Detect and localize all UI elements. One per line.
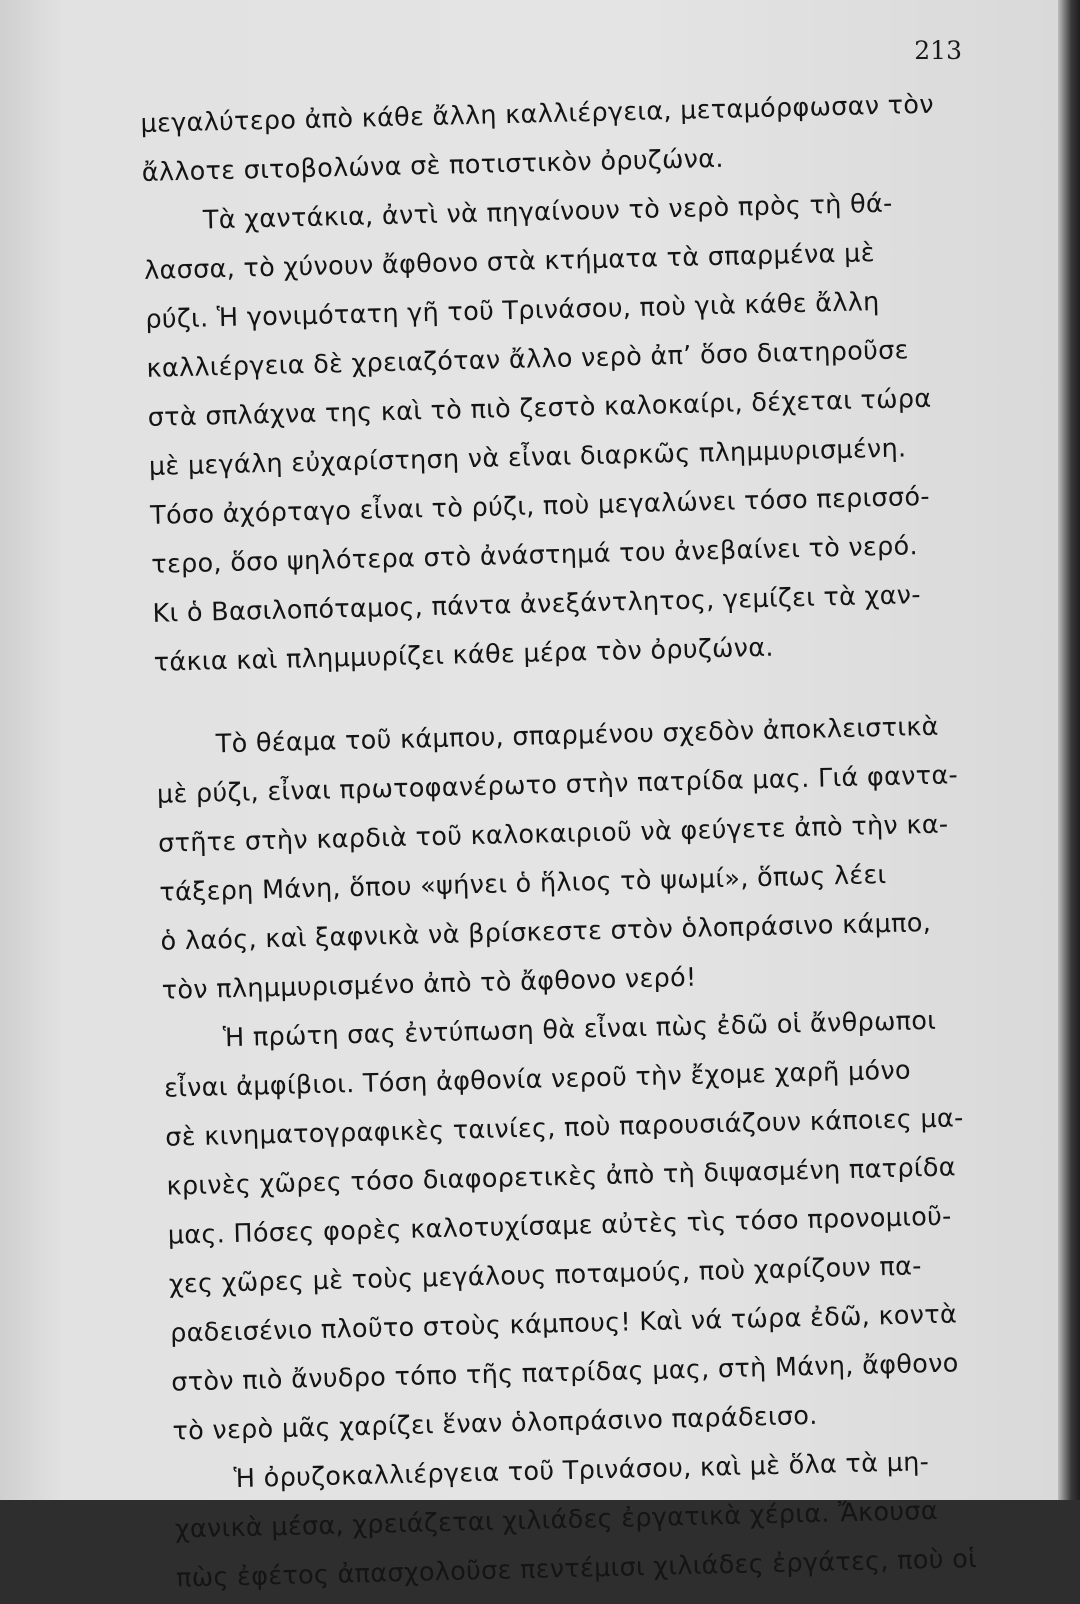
text-line: ἄλλοτε σιτοβολώνα σὲ ποτιστικὸν ὀρυζώνα. xyxy=(141,143,725,188)
text-line: χανικὰ μέσα, χρειάζεται χιλιάδες ἐργατικὰ χέρια. Ἄκουσα xyxy=(174,1495,939,1545)
text-line: μὲ μεγάλη εὐχαρίστηση νὰ εἶναι διαρκῶς πλημμυρισμένη. xyxy=(148,433,907,482)
paragraph-3 xyxy=(155,700,1042,1015)
text-line: τάκια καὶ πλημμυρίζει κάθε μέρα τὸν ὀρυζώνα. xyxy=(153,632,775,678)
text-line: ρύζι. Ἡ γονιμότατη γῆ τοῦ Τρινάσου, ποὺ γιὰ κάθε ἄλλη xyxy=(145,286,880,335)
text-line: Κι ὁ Βασιλοπόταμος, πάντα ἀνεξάντλητος, γεμίζει τὰ χαν- xyxy=(152,580,922,629)
text-line: πὼς ἐφέτος ἀπασχολοῦσε πεντέμισι χιλιάδες ἐργάτες, ποὺ οἱ xyxy=(175,1543,978,1594)
text-line: ὁ λαός, καὶ ξαφνικὰ νὰ βρίσκεστε στὸν ὁλοπράσινο κάμπο, xyxy=(160,907,932,957)
text-line: Τὰ χαντάκια, ἀντὶ νὰ πηγαίνουν τὸ νερὸ πρὸς τὴ θά- xyxy=(202,188,893,236)
text-line: μὲ ρύζι, εἶναι πρωτοφανέρωτο στὴν πατρίδα μας. Γιά φαντα- xyxy=(156,760,959,810)
text-line: εἶναι ἀμφίβιοι. Τόση ἀφθονία νεροῦ τὴν ἔχομε χαρῆ μόνο xyxy=(163,1055,912,1104)
text-line: στῆτε στὴν καρδιὰ τοῦ καλοκαιριοῦ νὰ φεύγετε ἀπὸ τὴν κα- xyxy=(157,809,949,859)
text-line: σὲ κινηματογραφικὲς ταινίες, ποὺ παρουσιάζουν κάποιες μα- xyxy=(164,1103,964,1153)
page-number: 213 xyxy=(914,36,962,65)
text-line: λασσα, τὸ χύνουν ἄφθονο στὰ κτήματα τὰ σπαρμένα μὲ xyxy=(143,238,876,286)
text-line: Τὸ θέαμα τοῦ κάμπου, σπαρμένου σχεδὸν ἀποκλειστικὰ xyxy=(215,711,940,760)
paragraph-4 xyxy=(162,994,1053,1456)
page-edge-shadow xyxy=(1058,0,1080,1500)
text-line: κρινὲς χῶρες τόσο διαφορετικὲς ἀπὸ τὴ διψασμένη πατρίδα xyxy=(166,1152,957,1202)
text-line: τερο, ὅσο ψηλότερα στὸ ἀνάστημά του ἀνεβαίνει τὸ νερό. xyxy=(150,531,919,580)
text-line: τὸ νερὸ μᾶς χαρίζει ἕναν ὁλοπράσινο παράδεισο. xyxy=(172,1400,818,1447)
text-line: μεγαλύτερο ἀπὸ κάθε ἄλλη καλλιέργεια, μεταμόρφωσαν τὸν xyxy=(140,89,935,139)
paragraph-2 xyxy=(142,176,1034,687)
text-line: Τόσο ἀχόρταγο εἶναι τὸ ρύζι, ποὺ μεγαλώνει τόσο περισσό- xyxy=(149,481,931,531)
text-line: τὸν πλημμυρισμένο ἀπὸ τὸ ἄφθονο νερό! xyxy=(161,962,697,1006)
text-line: στὰ σπλάχνα της καὶ τὸ πιὸ ζεστὸ καλοκαίρι, δέχεται τώρα xyxy=(147,383,932,433)
text-line: ραδεισένιο πλοῦτο στοὺς κάμπους! Καὶ νά τώρα ἐδῶ, κοντὰ xyxy=(169,1299,958,1349)
text-line: τάξερη Μάνη, ὅπου «ψήνει ὁ ἥλιος τὸ ψωμί», ὅπως λέει xyxy=(159,859,887,908)
text-line: καλλιέργεια δὲ χρειαζόταν ἄλλο νερὸ ἀπ’ ὅσο διατηροῦσε xyxy=(146,335,910,384)
body-text xyxy=(140,78,1056,1603)
text-line: χες χῶρες μὲ τοὺς μεγάλους ποταμούς, ποὺ χαρίζουν πα- xyxy=(168,1251,923,1300)
text-line: Ἡ ὀρυζοκαλλιέργεια τοῦ Τρινάσου, καὶ μὲ ὅλα τὰ μη- xyxy=(233,1447,930,1495)
paragraph-5 xyxy=(173,1435,1056,1603)
text-line: στὸν πιὸ ἄνυδρο τόπο τῆς πατρίδας μας, στὴ Μάνη, ἄφθονο xyxy=(170,1348,959,1398)
text-line: Ἡ πρώτη σας ἐντύπωση θὰ εἶναι πὼς ἐδῶ οἱ ἄνθρωποι xyxy=(222,1005,937,1054)
text-line: μας. Πόσες φορὲς καλοτυχίσαμε αὐτὲς τὶς τόσο προνομιοῦ- xyxy=(167,1201,952,1251)
